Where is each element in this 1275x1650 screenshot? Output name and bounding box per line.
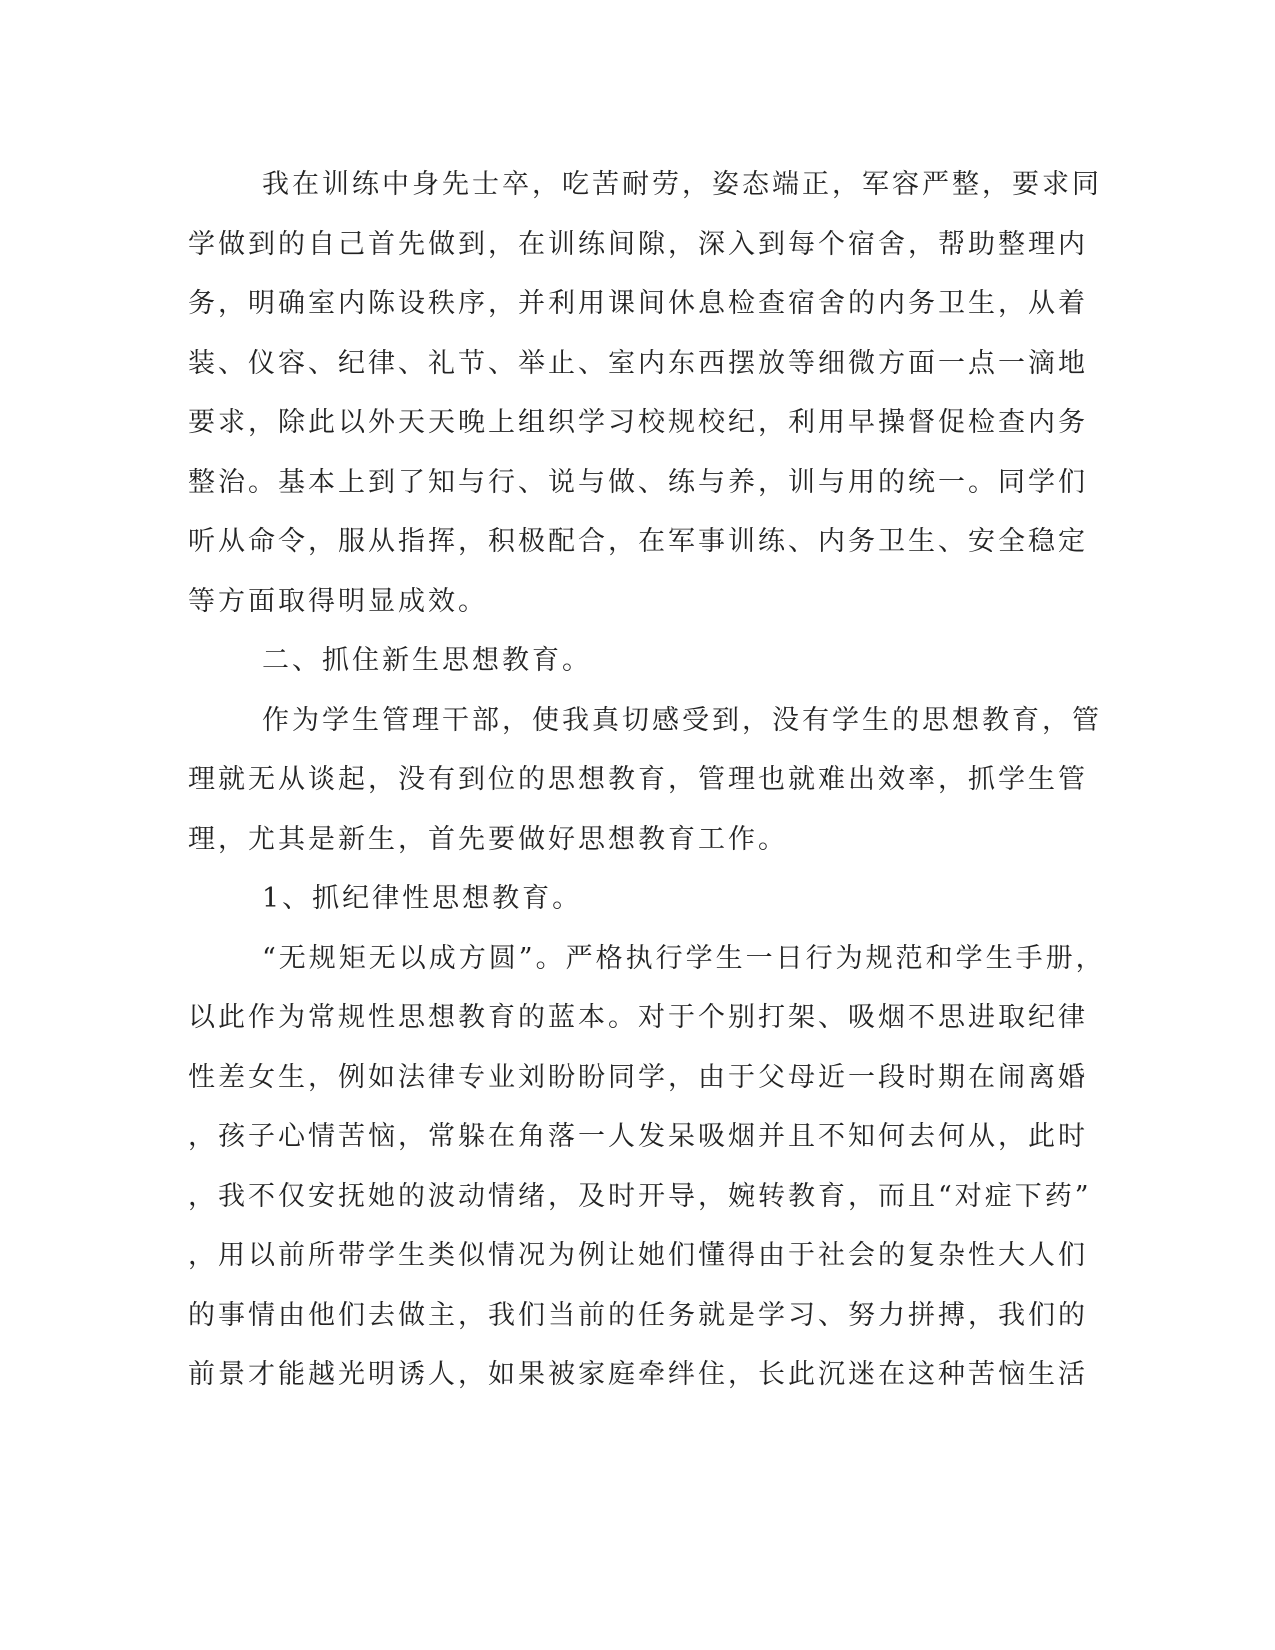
text-line: ，孩子心情苦恼，常躲在角落一人发呆吸烟并且不知何去何从，此时	[188, 1121, 1088, 1152]
text-line: 前景才能越光明诱人，如果被家庭牵绊住，长此沉迷在这种苦恼生活	[188, 1359, 1088, 1390]
text-line: 的事情由他们去做主，我们当前的任务就是学习、努力拼搏，我们的	[188, 1299, 1088, 1331]
text-line: 要求，除此以外天天晚上组织学习校规校纪，利用早操督促检查内务	[188, 407, 1088, 438]
text-line: 听从命令，服从指挥，积极配合，在军事训练、内务卫生、安全稳定	[188, 526, 1088, 557]
text-line: “无规矩无以成方圆”。严格执行学生一日行为规范和学生手册，	[262, 942, 1106, 974]
text-line: 理就无从谈起，没有到位的思想教育，管理也就难出效率，抓学生管	[188, 764, 1088, 795]
text-line: 等方面取得明显成效。	[188, 585, 488, 617]
document-body	[188, 155, 1106, 1405]
section-heading: 二、抓住新生思想教育。	[262, 645, 592, 676]
text-line: 装、仪容、纪律、礼节、举止、室内东西摆放等细微方面一点一滴地	[188, 347, 1088, 379]
text-line: 性差女生，例如法律专业刘盼盼同学，由于父母近一段时期在闹离婚	[188, 1061, 1088, 1093]
text-line: 学做到的自己首先做到，在训练间隙，深入到每个宿舍，帮助整理内	[188, 228, 1088, 260]
text-line: 整治。基本上到了知与行、说与做、练与养，训与用的统一。同学们	[188, 466, 1088, 498]
text-line: 务，明确室内陈设秩序，并利用课间休息检查宿舍的内务卫生，从着	[188, 288, 1088, 319]
text-line: 理，尤其是新生，首先要做好思想教育工作。	[188, 823, 788, 855]
text-line: 我在训练中身先士卒，吃苦耐劳，姿态端正，军容严整，要求同	[262, 169, 1102, 200]
text-line: 作为学生管理干部，使我真切感受到，没有学生的思想教育，管	[262, 704, 1102, 736]
subsection-heading: 1、抓纪律性思想教育。	[262, 883, 583, 914]
text-line: ，我不仅安抚她的波动情绪，及时开导，婉转教育，而且“对症下药”	[188, 1180, 1092, 1212]
text-line: 以此作为常规性思想教育的蓝本。对于个别打架、吸烟不思进取纪律	[188, 1002, 1088, 1033]
text-line: ，用以前所带学生类似情况为例让她们懂得由于社会的复杂性大人们	[188, 1240, 1088, 1271]
